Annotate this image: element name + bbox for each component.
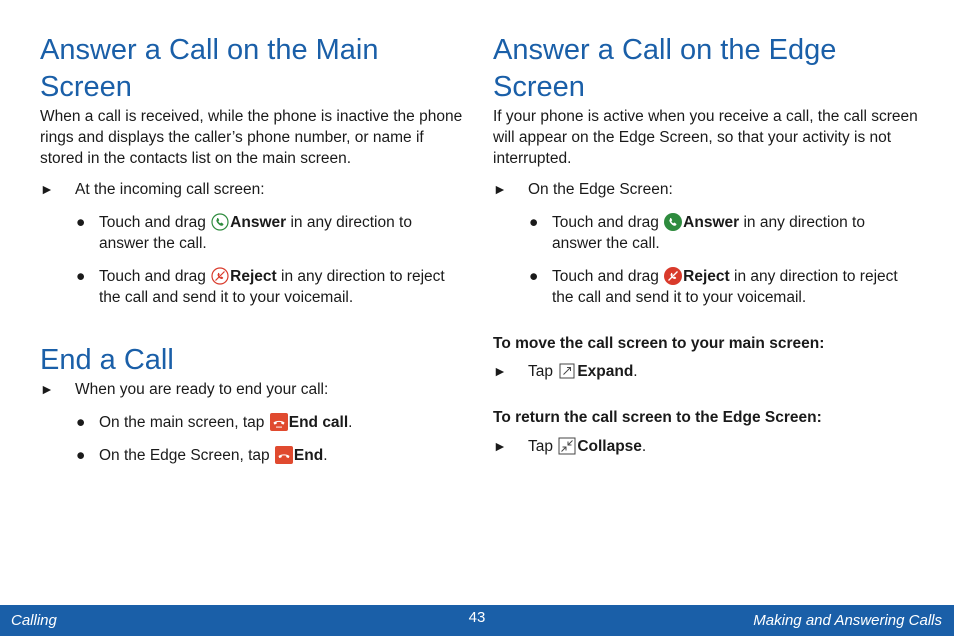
subhead-return: To return the call screen to the Edge Screen: — [493, 409, 822, 426]
bullet-end-main — [40, 412, 465, 433]
step-incoming — [40, 179, 465, 200]
bullet-reject-main — [40, 266, 465, 308]
collapse-icon — [558, 437, 576, 455]
bullet-end-edge — [40, 445, 465, 466]
bullet-dot: ● — [529, 214, 539, 231]
bullet-answer-main — [40, 212, 465, 254]
heading-end-call: End a Call — [40, 344, 174, 376]
step-end — [40, 379, 465, 400]
page-number: 43 — [468, 609, 486, 626]
reject-filled-icon — [664, 267, 682, 285]
step-text: . — [633, 363, 638, 380]
page-footer — [0, 605, 954, 636]
reject-label: Reject — [230, 268, 277, 285]
end-label: End — [293, 447, 324, 464]
expand-label: Expand — [577, 363, 634, 380]
bullet-answer-edge — [493, 212, 918, 254]
answer-label: Answer — [230, 214, 287, 231]
bullet-text: Touch and drag — [99, 268, 211, 285]
end-icon — [275, 446, 293, 464]
bullet-dot: ● — [76, 214, 86, 231]
bullet-text: . — [323, 447, 328, 464]
reject-label: Reject — [683, 268, 730, 285]
answer-filled-icon — [664, 213, 682, 231]
step-text: Tap — [528, 438, 558, 455]
answer-label: Answer — [683, 214, 740, 231]
end-call-label: End call — [288, 414, 349, 431]
reject-outline-icon — [211, 267, 229, 285]
end-call-icon — [270, 413, 288, 431]
arrow-icon: ► — [493, 438, 507, 454]
arrow-icon: ► — [40, 181, 54, 197]
bullet-text: in any direction to answer the call. — [552, 214, 865, 252]
collapse-label: Collapse — [577, 438, 642, 455]
answer-outline-icon — [211, 213, 229, 231]
step-edge — [493, 179, 918, 200]
subhead-move: To move the call screen to your main screen: — [493, 335, 825, 352]
right-column — [493, 32, 918, 457]
arrow-icon: ► — [493, 181, 507, 197]
bullet-text: in any direction to answer the call. — [99, 214, 412, 252]
bullet-text: On the Edge Screen, tap — [99, 447, 274, 464]
expand-icon — [558, 362, 576, 380]
bullet-text: Touch and drag — [552, 268, 664, 285]
arrow-icon: ► — [40, 381, 54, 397]
step-text: . — [641, 438, 647, 455]
step-text: At the incoming call screen: — [75, 181, 265, 198]
step-text: Tap — [528, 363, 558, 380]
bullet-text: Touch and drag — [552, 214, 664, 231]
bullet-dot: ● — [529, 268, 539, 285]
bullet-dot: ● — [76, 447, 86, 464]
intro-answer-main: When a call is received, while the phone is inactive the phone rings and displays the caller’s phone number, or name if stored in the contacts list on the main screen. — [40, 108, 463, 167]
step-expand — [493, 361, 918, 382]
step-text: On the Edge Screen: — [528, 181, 673, 198]
footer-chapter: Making and Answering Calls — [753, 612, 942, 629]
bullet-text: Touch and drag — [99, 214, 211, 231]
bullet-text: . — [348, 414, 353, 431]
footer-section: Calling — [11, 612, 57, 629]
heading-answer-edge: Answer a Call on the Edge Screen — [493, 34, 837, 103]
bullet-reject-edge — [493, 266, 918, 308]
bullet-dot: ● — [76, 268, 86, 285]
bullet-text: in any direction to reject the call and send it to your voicemail. — [552, 268, 898, 306]
intro-answer-edge: If your phone is active when you receive a call, the call screen will appear on the Edge Screen, so that your activity is not interrupted. — [493, 108, 918, 167]
bullet-text: On the main screen, tap — [99, 414, 269, 431]
left-column — [40, 32, 465, 466]
bullet-text: in any direction to reject the call and send it to your voicemail. — [99, 268, 445, 306]
heading-answer-main: Answer a Call on the Main Screen — [40, 34, 379, 103]
arrow-icon: ► — [493, 363, 507, 379]
step-text: When you are ready to end your call: — [75, 381, 329, 398]
step-collapse — [493, 436, 918, 457]
bullet-dot: ● — [76, 414, 86, 431]
